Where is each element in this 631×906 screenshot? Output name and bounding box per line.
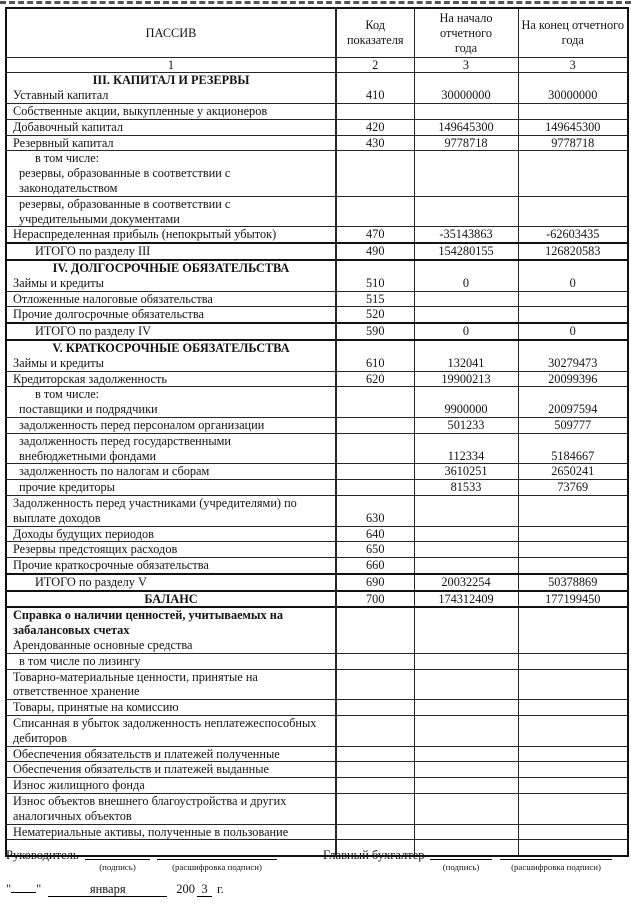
row-code: [336, 778, 414, 794]
row-value-start: [414, 778, 518, 794]
row-value-start: [414, 746, 518, 762]
row-value-end: -62603435: [518, 227, 628, 243]
label-line: выплате доходов: [13, 510, 101, 525]
table-row: [6, 778, 628, 794]
row-value-end: [518, 307, 628, 323]
row-label: [6, 417, 336, 433]
row-value-end: [518, 669, 628, 700]
label-line: аналогичных объектов: [13, 808, 132, 823]
table-row: [6, 824, 628, 840]
row-code: [336, 151, 414, 196]
label-line: Нераспределенная прибыль (непокрытый убыток): [13, 227, 277, 242]
row-value-start: [414, 762, 518, 778]
row-value-start: [414, 700, 518, 716]
label-line: Займы и кредиты: [13, 275, 104, 290]
label-line: ИТОГО по разделу V: [35, 574, 147, 589]
row-code: [336, 480, 414, 496]
column-number-row: [6, 58, 628, 73]
row-value-start: 154280155: [414, 243, 518, 260]
row-code: 410: [336, 73, 414, 104]
label-line: Задолженность перед участниками (учредителями) по: [13, 495, 297, 510]
row-code: [336, 433, 414, 464]
label-line: Прочие краткосрочные обязательства: [13, 558, 209, 573]
row-code: 700: [336, 591, 414, 608]
row-value-start: -35143863: [414, 227, 518, 243]
row-label: [6, 323, 336, 340]
label-line: Обеспечения обязательств и платежей выданные: [13, 762, 269, 777]
row-value-start: 19900213: [414, 371, 518, 387]
label-line: поставщики и подрядчики: [19, 402, 158, 417]
table-row: [6, 243, 628, 260]
label-line: Отложенные налоговые обязательства: [13, 291, 213, 306]
table-row: [6, 387, 628, 418]
row-value-end: 9778718: [518, 135, 628, 151]
row-value-start: [414, 103, 518, 119]
table-row: [6, 574, 628, 591]
table-row: [6, 151, 628, 196]
month-line: января: [48, 882, 167, 897]
row-label: [6, 103, 336, 119]
row-value-end: 20097594: [518, 387, 628, 418]
label-line: задолженность по налогам и сборам: [19, 464, 210, 479]
row-label: [6, 495, 336, 526]
row-code: [336, 716, 414, 747]
row-value-end: 20099396: [518, 371, 628, 387]
row-value-end: [518, 526, 628, 542]
table-body: [6, 73, 628, 856]
row-code: 420: [336, 119, 414, 135]
row-value-start: [414, 669, 518, 700]
label-line: Обеспечения обязательств и платежей полученные: [13, 746, 280, 761]
row-value-end: [518, 495, 628, 526]
table-row: [6, 340, 628, 371]
label-line: задолженность перед персоналом организации: [19, 417, 265, 432]
row-code: 590: [336, 323, 414, 340]
table-row: [6, 591, 628, 608]
column-header-passive: ПАССИВ: [6, 8, 336, 58]
label-line: Прочие долгосрочные обязательства: [13, 307, 204, 322]
label-line: резервы, образованные в соответствии с: [19, 166, 231, 181]
row-value-start: 9900000: [414, 387, 518, 418]
row-label: [6, 558, 336, 574]
label-line: ИТОГО по разделу IV: [35, 324, 151, 339]
quote-mark: ": [36, 882, 42, 896]
label-line: задолженность перед государственными: [19, 433, 231, 448]
row-code: [336, 794, 414, 825]
table-row: [6, 669, 628, 700]
row-label: [6, 653, 336, 669]
table-row: [6, 135, 628, 151]
row-label: [6, 526, 336, 542]
row-label: [6, 227, 336, 243]
row-code: [336, 824, 414, 840]
row-value-end: 0: [518, 260, 628, 291]
row-label: [6, 794, 336, 825]
row-value-end: [518, 542, 628, 558]
label-line: учредительными документами: [19, 211, 180, 226]
row-value-end: 30000000: [518, 73, 628, 104]
row-code: 490: [336, 243, 414, 260]
row-value-end: [518, 196, 628, 227]
header-row: [6, 8, 628, 58]
row-code: [336, 196, 414, 227]
label-line: Справка о наличии ценностей, учитываемых на: [13, 608, 283, 623]
director-signature-caption: (подпись): [99, 862, 136, 872]
table-row: [6, 794, 628, 825]
label-line: Займы и кредиты: [13, 355, 104, 370]
column-number: 3: [518, 58, 628, 73]
table-row: [6, 196, 628, 227]
row-label: [6, 669, 336, 700]
row-value-end: [518, 700, 628, 716]
row-value-end: [518, 794, 628, 825]
label-line: ИТОГО по разделу III: [35, 244, 151, 259]
table-row: [6, 480, 628, 496]
label-line: V. КРАТКОСРОЧНЫЕ ОБЯЗАТЕЛЬСТВА: [52, 340, 290, 355]
row-label: [6, 746, 336, 762]
header-line: года: [454, 40, 478, 55]
row-code: [336, 762, 414, 778]
row-code: 640: [336, 526, 414, 542]
table-row: [6, 119, 628, 135]
label-line: Доходы будущих периодов: [13, 526, 154, 541]
label-line: III. КАПИТАЛ И РЕЗЕРВЫ: [92, 73, 250, 88]
row-code: [336, 607, 414, 653]
row-value-start: 0: [414, 323, 518, 340]
row-label: [6, 340, 336, 371]
row-value-start: 20032254: [414, 574, 518, 591]
row-label: [6, 387, 336, 418]
row-value-start: 9778718: [414, 135, 518, 151]
row-label: [6, 762, 336, 778]
accountant-signature-caption: (подпись): [442, 862, 480, 872]
row-code: [336, 464, 414, 480]
row-value-end: [518, 778, 628, 794]
column-header-end-of-year: [518, 8, 628, 58]
row-value-start: [414, 307, 518, 323]
row-label: [6, 371, 336, 387]
row-label: [6, 778, 336, 794]
accountant-name-caption: (расшифровка подписи): [511, 862, 601, 872]
label-line: Резервы предстоящих расходов: [13, 542, 178, 557]
header-line: Код: [365, 18, 386, 33]
label-line: Добавочный капитал: [13, 119, 123, 134]
column-number: 3: [414, 58, 518, 73]
label-line: Арендованные основные средства: [13, 638, 193, 653]
table-row: [6, 464, 628, 480]
row-value-end: 0: [518, 323, 628, 340]
row-label: [6, 196, 336, 227]
row-code: 620: [336, 371, 414, 387]
row-code: [336, 417, 414, 433]
row-value-end: [518, 151, 628, 196]
table-row: [6, 700, 628, 716]
row-value-end: 50378869: [518, 574, 628, 591]
row-label: [6, 151, 336, 196]
row-label: [6, 73, 336, 104]
row-value-start: [414, 794, 518, 825]
row-value-end: [518, 558, 628, 574]
row-code: 650: [336, 542, 414, 558]
header-line: показателя: [346, 33, 404, 48]
table-row: [6, 558, 628, 574]
label-line: ответственное хранение: [13, 684, 140, 699]
label-line: Нематериальные активы, полученные в пользование: [13, 824, 289, 839]
row-value-start: 0: [414, 260, 518, 291]
label-line: в том числе:: [35, 387, 100, 402]
header-line: На начало отчетного: [439, 11, 493, 40]
header-line: На конец отчетного: [521, 18, 625, 33]
row-value-end: 30279473: [518, 340, 628, 371]
row-value-start: 501233: [414, 417, 518, 433]
row-code: 690: [336, 574, 414, 591]
row-code: 630: [336, 495, 414, 526]
table-row: [6, 260, 628, 291]
table-row: [6, 607, 628, 653]
column-number: 1: [6, 58, 336, 73]
quote-mark: ": [6, 882, 12, 896]
date-line: [6, 882, 224, 897]
table-row: [6, 371, 628, 387]
label-line: Износ объектов внешнего благоустройства и других: [13, 794, 287, 809]
row-value-start: 174312409: [414, 591, 518, 608]
row-value-end: 509777: [518, 417, 628, 433]
table-row: [6, 433, 628, 464]
row-value-start: 112334: [414, 433, 518, 464]
table-row: [6, 762, 628, 778]
row-code: 470: [336, 227, 414, 243]
row-code: [336, 387, 414, 418]
label-line: в том числе:: [35, 151, 100, 166]
row-value-end: [518, 607, 628, 653]
table-row: [6, 495, 628, 526]
column-header-code: [336, 8, 414, 58]
row-label: [6, 700, 336, 716]
label-line: Товарно-материальные ценности, принятые на: [13, 669, 258, 684]
label-line: прочие кредиторы: [19, 480, 115, 495]
row-label: [6, 824, 336, 840]
director-signature-line: [85, 846, 150, 860]
row-value-end: 73769: [518, 480, 628, 496]
row-label: [6, 480, 336, 496]
table-row: [6, 746, 628, 762]
scan-artifact-line: [0, 1, 631, 4]
header-line: года: [561, 33, 584, 48]
row-label: [6, 135, 336, 151]
row-value-start: 3610251: [414, 464, 518, 480]
director-name-caption: (расшифровка подписи): [172, 862, 262, 872]
row-value-start: [414, 291, 518, 307]
row-code: 610: [336, 340, 414, 371]
row-value-start: [414, 607, 518, 653]
row-label: [6, 716, 336, 747]
row-value-end: [518, 103, 628, 119]
label-line: Кредиторская задолженность: [13, 371, 167, 386]
table-row: [6, 227, 628, 243]
accountant-name-line: [500, 846, 612, 860]
row-code: [336, 653, 414, 669]
row-code: 510: [336, 260, 414, 291]
row-code: [336, 669, 414, 700]
row-label: [6, 542, 336, 558]
director-name-line: [157, 846, 277, 860]
row-value-start: [414, 653, 518, 669]
label-line: Износ жилищного фонда: [13, 778, 145, 793]
row-value-end: 177199450: [518, 591, 628, 608]
label-line: Уставный капитал: [13, 88, 109, 103]
column-number: 2: [336, 58, 414, 73]
label-line: дебиторов: [13, 730, 68, 745]
label-line: БАЛАНС: [144, 591, 198, 606]
row-value-end: [518, 762, 628, 778]
row-value-start: [414, 151, 518, 196]
column-header-start-of-year: [414, 8, 518, 58]
row-label: [6, 464, 336, 480]
label-line: Собственные акции, выкупленные у акционеров: [13, 103, 268, 118]
row-value-end: [518, 653, 628, 669]
accountant-signature-line: [430, 846, 492, 860]
row-value-start: [414, 526, 518, 542]
row-label: [6, 119, 336, 135]
label-line: забалансовых счетах: [13, 623, 130, 638]
year-suffix: г.: [216, 882, 224, 896]
table-header: [6, 8, 628, 73]
row-value-start: 149645300: [414, 119, 518, 135]
table-row: [6, 542, 628, 558]
row-label: [6, 591, 336, 608]
row-value-start: [414, 824, 518, 840]
label-line: Резервный капитал: [13, 135, 114, 150]
chief-accountant-label: Главный бухгалтер: [323, 848, 425, 862]
table-row: [6, 716, 628, 747]
row-value-start: [414, 542, 518, 558]
table-row: [6, 653, 628, 669]
year-century: 200: [176, 882, 195, 896]
row-value-end: [518, 824, 628, 840]
table-row: [6, 526, 628, 542]
label-line: Товары, принятые на комиссию: [13, 700, 179, 715]
row-code: 430: [336, 135, 414, 151]
row-value-start: [414, 716, 518, 747]
label-line: законодательством: [19, 180, 118, 195]
row-value-start: 81533: [414, 480, 518, 496]
row-value-end: 126820583: [518, 243, 628, 260]
row-label: [6, 433, 336, 464]
table-row: [6, 417, 628, 433]
row-code: 660: [336, 558, 414, 574]
row-value-end: 5184667: [518, 433, 628, 464]
table-row: [6, 73, 628, 104]
row-code: 520: [336, 307, 414, 323]
row-value-start: [414, 495, 518, 526]
label-line: Списанная в убыток задолженность неплатежеспособных: [13, 716, 317, 731]
row-value-end: [518, 746, 628, 762]
year-digit-line: 3: [197, 882, 212, 897]
row-value-end: [518, 291, 628, 307]
row-label: [6, 307, 336, 323]
label-line: в том числе по лизингу: [19, 653, 141, 668]
row-code: [336, 746, 414, 762]
row-value-start: 30000000: [414, 73, 518, 104]
row-code: [336, 103, 414, 119]
row-value-start: [414, 196, 518, 227]
label-line: IV. ДОЛГОСРОЧНЫЕ ОБЯЗАТЕЛЬСТВА: [52, 260, 290, 275]
director-label: Руководитель: [6, 848, 79, 862]
row-value-end: 2650241: [518, 464, 628, 480]
row-value-start: 132041: [414, 340, 518, 371]
liabilities-table: [5, 7, 629, 857]
row-label: [6, 243, 336, 260]
row-value-start: [414, 558, 518, 574]
table-row: [6, 291, 628, 307]
label-line: внебюджетными фондами: [19, 448, 157, 463]
row-label: [6, 260, 336, 291]
row-value-end: [518, 716, 628, 747]
row-label: [6, 607, 336, 653]
row-value-end: 149645300: [518, 119, 628, 135]
table-row: [6, 307, 628, 323]
signature-section: [0, 846, 631, 906]
day-blank-line: [11, 892, 36, 893]
table-row: [6, 103, 628, 119]
row-label: [6, 291, 336, 307]
row-code: 515: [336, 291, 414, 307]
row-code: [336, 700, 414, 716]
row-label: [6, 574, 336, 591]
table-row: [6, 323, 628, 340]
label-line: резервы, образованные в соответствии с: [19, 196, 231, 211]
